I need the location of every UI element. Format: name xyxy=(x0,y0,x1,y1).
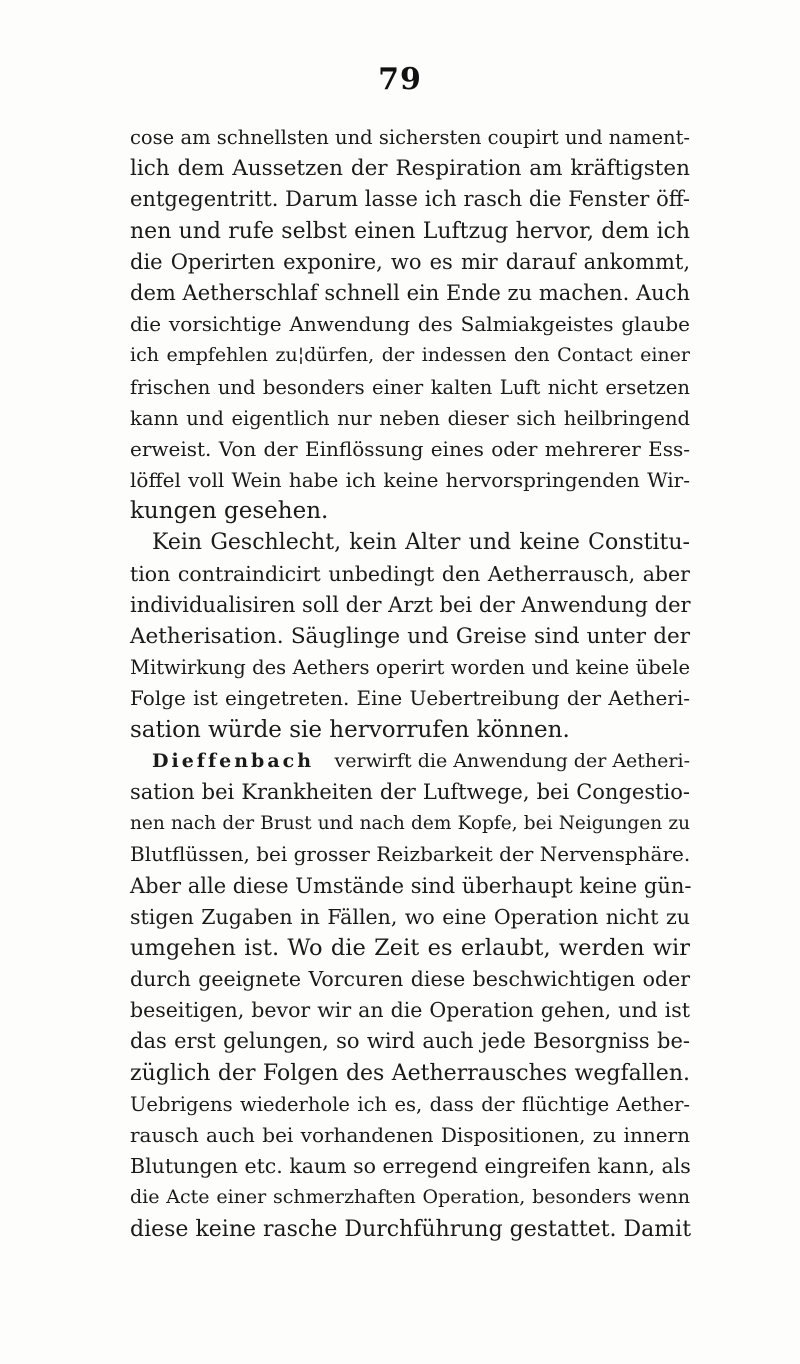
text-line: sation würde sie hervorrufen können. xyxy=(130,716,570,743)
text-line: Aetherisation. Säuglinge und Greise sind unter der xyxy=(130,624,690,649)
text-line: das erst gelungen, so wird auch jede Besorgniss be- xyxy=(130,1029,690,1054)
text-line: rausch auch bei vorhandenen Dispositionen, zu innern xyxy=(130,1123,690,1147)
text-line: diese keine rasche Durchführung gestattet. Damit xyxy=(130,1216,692,1242)
text-line: umgehen ist. Wo die Zeit es erlaubt, werden wir xyxy=(130,934,690,961)
text-line: nen und rufe selbst einen Luftzug hervor, dem ich xyxy=(130,218,690,244)
text-line: Blutungen etc. kaum so erregend eingreifen kann, als xyxy=(130,1154,691,1179)
text-line: tion contraindicirt unbedingt den Aetherrausch, aber xyxy=(130,561,690,586)
body-text xyxy=(130,122,690,1245)
text-line-with-name xyxy=(130,746,690,777)
text-line: Blutflüssen, bei grosser Reizbarkeit der Nervensphäre. xyxy=(130,842,691,867)
text-line: durch geeignete Vorcuren diese beschwichtigen oder xyxy=(130,967,690,992)
text-line: Aber alle diese Umstände sind überhaupt keine gün- xyxy=(130,873,692,898)
text-line: beseitigen, bevor wir an die Operation gehen, und ist xyxy=(130,998,690,1023)
text-line: Uebrigens wiederhole ich es, dass der flüchtige Aether- xyxy=(130,1092,690,1116)
text-line: Mitwirkung des Aethers operirt worden und keine übele xyxy=(130,656,690,680)
text-line: dem Aetherschlaf schnell ein Ende zu machen. Auch xyxy=(130,280,690,305)
text-line: die Operirten exponire, wo es mir darauf ankommt, xyxy=(130,249,690,274)
author-name: Dieffenbach xyxy=(152,749,315,772)
text-line: nen nach der Brust und nach dem Kopfe, bei Neigungen zu xyxy=(130,813,690,835)
page-number: 79 xyxy=(378,62,422,97)
text-line: die Acte einer schmerzhaften Operation, besonders wenn xyxy=(130,1186,690,1209)
text-line: frischen und besonders einer kalten Luft nicht ersetzen xyxy=(130,375,690,399)
text-line: erweist. Von der Einflössung eines oder mehrerer Ess- xyxy=(130,436,690,461)
text-line: entgegentritt. Darum lasse ich rasch die Fenster öff- xyxy=(130,187,690,212)
text-line: stigen Zugaben in Fällen, wo eine Operation nicht zu xyxy=(130,904,690,929)
text-line: cose am schnellsten und sichersten coupirt und nament- xyxy=(130,126,690,149)
text-line: individualisiren soll der Arzt bei der Anwendung der xyxy=(130,592,691,617)
text-line: züglich der Folgen des Aetherrausches wegfallen. xyxy=(130,1060,690,1086)
text-line: ich empfehlen zu¦dürfen, der indessen den Contact einer xyxy=(130,344,690,367)
text-line: kann und eigentlich nur neben dieser sich heilbringend xyxy=(130,406,690,430)
text-line: Kein Geschlecht, kein Alter und keine Constitu- xyxy=(152,530,690,556)
text-line: sation bei Krankheiten der Luftwege, bei Congestio- xyxy=(130,779,690,804)
text-line: Folge ist eingetreten. Eine Uebertreibung der Aetheri- xyxy=(130,686,690,711)
text-line: löffel voll Wein habe ich keine hervorspringenden Wir- xyxy=(130,468,690,493)
text-line: lich dem Aussetzen der Respiration am kräftigsten xyxy=(130,156,690,182)
text-line: kungen gesehen. xyxy=(130,498,329,525)
text-line-rest: verwirft die Anwendung der Aetheri- xyxy=(334,749,690,772)
text-line: die vorsichtige Anwendung des Salmiakgeistes glaube xyxy=(130,312,690,337)
